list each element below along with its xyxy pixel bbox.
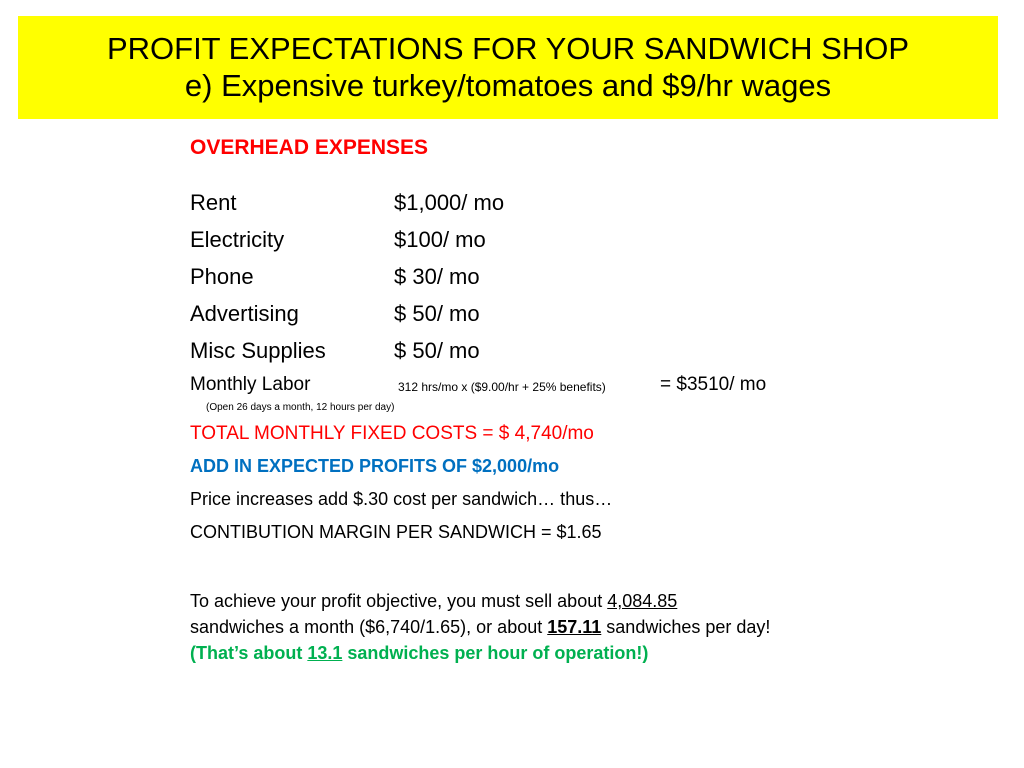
conclusion-line-2: [190, 614, 770, 640]
conclusion-line-1: [190, 588, 770, 614]
expected-profits: ADD IN EXPECTED PROFITS OF $2,000/mo: [190, 456, 560, 476]
conclusion-text-1: To achieve your profit objective, you must sell about: [190, 591, 608, 611]
total-fixed-costs: TOTAL MONTHLY FIXED COSTS = $ 4,740/mo: [190, 423, 594, 444]
labor-label: Monthly Labor: [190, 374, 311, 395]
conclusion-text-2: sandwiches a month ($6,740/1.65), or about: [190, 617, 548, 637]
expense-value-rent: $1,000/ mo: [394, 190, 505, 215]
expense-value-advertising: $ 50/ mo: [394, 301, 480, 326]
contribution-margin: CONTIBUTION MARGIN PER SANDWICH = $1.65: [190, 522, 602, 542]
expense-label-electricity: Electricity: [190, 227, 285, 252]
conclusion-text-3: sandwiches per day!: [601, 617, 771, 637]
hourly-sandwiches-value: 13.1: [307, 643, 343, 663]
expense-value-electricity: $100/ mo: [394, 227, 486, 252]
expense-label-rent: Rent: [190, 190, 237, 215]
slide-subtitle: e) Expensive turkey/tomatoes and $9/hr wages: [184, 68, 832, 103]
labor-note: (Open 26 days a month, 12 hours per day): [206, 402, 395, 413]
expense-label-phone: Phone: [190, 264, 254, 289]
expense-value-misc-supplies: $ 50/ mo: [394, 338, 480, 363]
expense-label-advertising: Advertising: [190, 301, 299, 326]
title-banner: [18, 16, 998, 119]
labor-detail: 312 hrs/mo x ($9.00/hr + 25% benefits): [398, 380, 606, 394]
profit-conclusion: [190, 588, 770, 666]
conclusion-green-text-1: (That’s about: [190, 643, 308, 663]
slide-title: PROFIT EXPECTATIONS FOR YOUR SANDWICH SHOP: [106, 31, 910, 66]
overhead-heading: OVERHEAD EXPENSES: [190, 136, 429, 159]
daily-sandwiches-value: 157.11: [547, 617, 602, 637]
conclusion-green-text-2: sandwiches per hour of operation!): [342, 643, 649, 663]
price-increase-note: Price increases add $.30 cost per sandwich… thus…: [190, 489, 613, 509]
labor-result: = $3510/ mo: [660, 374, 767, 395]
conclusion-line-3: [190, 640, 770, 666]
monthly-sandwiches-value: 4,084.85: [607, 591, 678, 611]
expense-value-phone: $ 30/ mo: [394, 264, 480, 289]
expense-label-misc-supplies: Misc Supplies: [190, 338, 326, 363]
